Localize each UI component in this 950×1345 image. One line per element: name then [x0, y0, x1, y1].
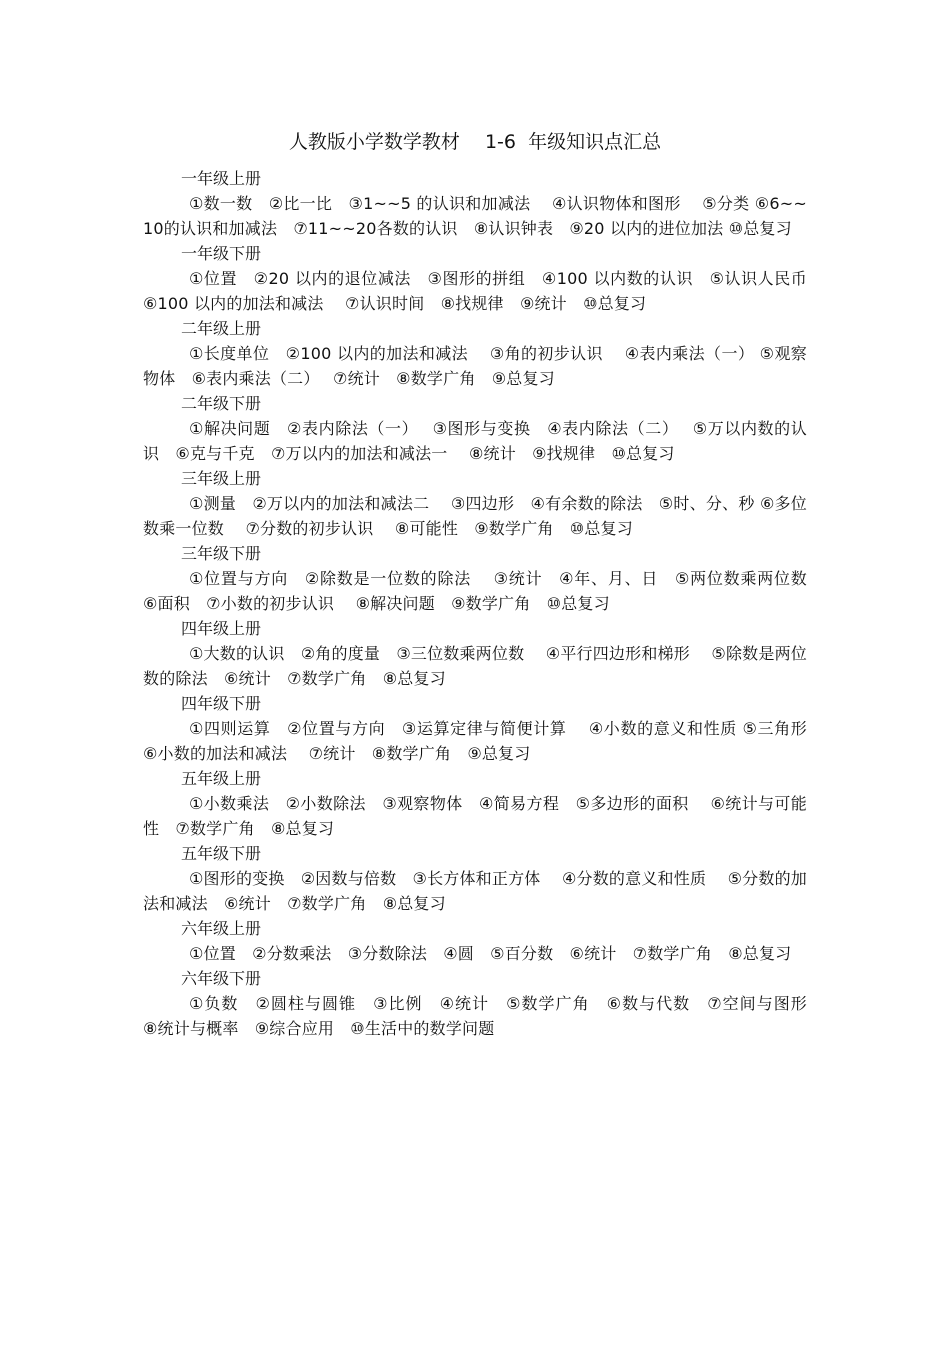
topics-2b: ①解决问题 ②表内除法（一） ③图形与变换 ④表内除法（二） ⑤万以内数的认识 ⑥克与千克 ⑦万以内的加法和减法一 ⑧统计 ⑨找规律 ⑩总复习: [143, 419, 807, 463]
grade-heading-4a: 四年级上册: [181, 619, 262, 638]
grade-heading-3b: 三年级下册: [181, 544, 262, 563]
grade-heading-6b: 六年级下册: [181, 969, 262, 988]
topics-6b: ①负数 ②圆柱与圆锥 ③比例 ④统计 ⑤数学广角 ⑥数与代数 ⑦空间与图形 ⑧统计与概率 ⑨综合应用 ⑩生活中的数学问题: [143, 994, 824, 1038]
grade-heading-3a: 三年级上册: [181, 469, 262, 488]
grade-heading-5b: 五年级下册: [181, 844, 262, 863]
topics-3a: ①测量 ②万以内的加法和减法二 ③四边形 ④有余数的除法 ⑤时、分、秒 ⑥多位数乘一位数 ⑦分数的初步认识 ⑧可能性 ⑨数学广角 ⑩总复习: [143, 494, 807, 538]
topics-5a: ①小数乘法 ②小数除法 ③观察物体 ④简易方程 ⑤多边形的面积 ⑥统计与可能性 ⑦数学广角 ⑧总复习: [143, 794, 807, 838]
grade-heading-1a: 一年级上册: [181, 169, 262, 188]
grade-heading-4b: 四年级下册: [181, 694, 262, 713]
topics-4b: ①四则运算 ②位置与方向 ③运算定律与简便计算 ④小数的意义和性质 ⑤三角形 ⑥小数的加法和减法 ⑦统计 ⑧数学广角 ⑨总复习: [143, 719, 824, 763]
topics-4a: ①大数的认识 ②角的度量 ③三位数乘两位数 ④平行四边形和梯形 ⑤除数是两位数的除法 ⑥统计 ⑦数学广角 ⑧总复习: [143, 644, 807, 688]
topics-1a: ①数一数 ②比一比 ③1~~5 的认识和加减法 ④认识物体和图形 ⑤分类 ⑥6~~10的认识和加减法 ⑦11~~20各数的认识 ⑧认识钟表 ⑨20 以内的进位加法 ⑩总复习: [143, 194, 807, 238]
grade-heading-6a: 六年级上册: [181, 919, 262, 938]
topics-2a: ①长度单位 ②100 以内的加法和减法 ③角的初步认识 ④表内乘法（一） ⑤观察物体 ⑥表内乘法（二） ⑦统计 ⑧数学广角 ⑨总复习: [143, 344, 807, 388]
topics-1b: ①位置 ②20 以内的退位减法 ③图形的拼组 ④100 以内数的认识 ⑤认识人民币 ⑥100 以内的加法和减法 ⑦认识时间 ⑧找规律 ⑨统计 ⑩总复习: [143, 269, 824, 313]
document-body: [143, 166, 824, 1041]
grade-heading-5a: 五年级上册: [181, 769, 262, 788]
document-title: 人教版小学数学教材 1-6 年级知识点汇总: [288, 131, 662, 153]
topics-6a: ①位置 ②分数乘法 ③分数除法 ④圆 ⑤百分数 ⑥统计 ⑦数学广角 ⑧总复习: [189, 944, 792, 963]
grade-heading-2a: 二年级上册: [181, 319, 262, 338]
topics-5b: ①图形的变换 ②因数与倍数 ③长方体和正方体 ④分数的意义和性质 ⑤分数的加法和减法 ⑥统计 ⑦数学广角 ⑧总复习: [143, 869, 807, 913]
topics-3b: ①位置与方向 ②除数是一位数的除法 ③统计 ④年、月、日 ⑤两位数乘两位数 ⑥面积 ⑦小数的初步认识 ⑧解决问题 ⑨数学广角 ⑩总复习: [143, 569, 824, 613]
grade-heading-2b: 二年级下册: [181, 394, 262, 413]
grade-heading-1b: 一年级下册: [181, 244, 262, 263]
